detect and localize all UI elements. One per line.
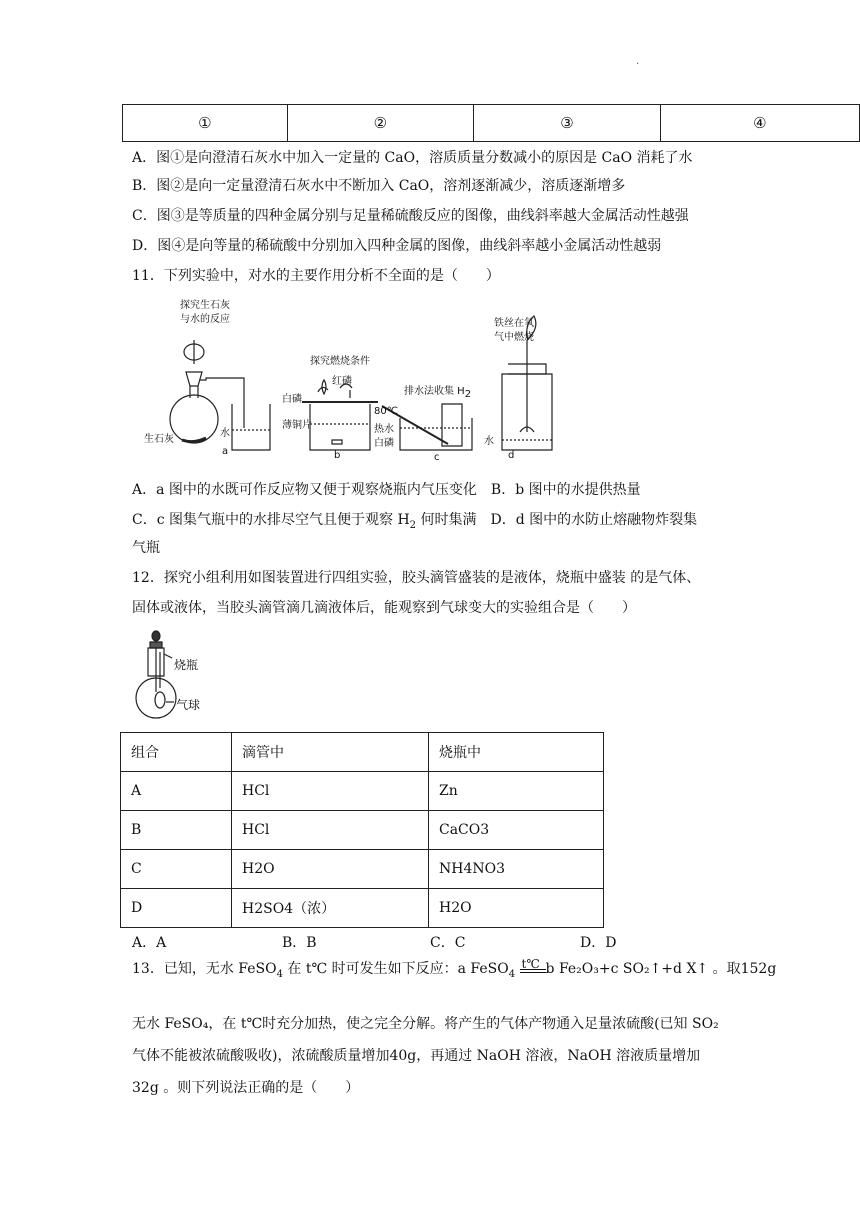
q10-option-c: C．图③是等质量的四种金属分别与足量稀硫酸反应的图像，曲线斜率越大金属活动性越强 xyxy=(132,208,689,224)
fig-b-label: b xyxy=(334,450,341,461)
fig-c-label: c xyxy=(434,452,440,463)
q11-options-line3: 气瓶 xyxy=(132,540,160,556)
fig-c-title-sub: 2 xyxy=(464,389,472,400)
table-cell: B xyxy=(121,811,232,850)
q12-stem-line2: 固体或液体，当胶头滴管滴几滴液体后，能观察到气球变大的实验组合是（ ） xyxy=(132,600,636,616)
figure-index-table xyxy=(122,104,860,142)
q11-opt-c-sub: 2 xyxy=(409,519,417,531)
q13-line1 xyxy=(132,958,776,980)
fig-b-red: 红磷 xyxy=(332,376,352,387)
q12-options-table xyxy=(120,732,604,928)
fig-b-copper: 薄铜片 xyxy=(282,420,312,431)
q10-option-b: B．图②是向一定量澄清石灰水中不断加入 CaO，溶剂逐渐减少，溶质逐渐增多 xyxy=(132,178,626,194)
fig-a-lime: 生石灰 xyxy=(144,434,174,445)
table-row xyxy=(121,811,604,850)
table-cell: H2O xyxy=(429,889,604,928)
table-cell: CaCO3 xyxy=(429,811,604,850)
q10-option-a: A．图①是向澄清石灰水中加入一定量的 CaO，溶质质量分数减小的原因是 CaO 消耗了水 xyxy=(132,150,693,166)
table-cell: HCl xyxy=(232,811,429,850)
fig-c-title xyxy=(404,382,471,400)
fig-cell-3: ③ xyxy=(474,105,661,142)
q13-sub-4b: 4 xyxy=(508,968,516,980)
table-cell: A xyxy=(121,772,232,811)
table-row xyxy=(121,772,604,811)
table-row xyxy=(121,850,604,889)
table-cell: C xyxy=(121,850,232,889)
table-cell: HCl xyxy=(232,772,429,811)
table-cell: H2O xyxy=(232,850,429,889)
fig-a-title-2: 与水的反应 xyxy=(180,314,230,325)
fig-b-white2: 白磷 xyxy=(374,438,394,449)
q11-stem: 11．下列实验中，对水的主要作用分析不全面的是（ ） xyxy=(132,268,500,284)
q12-answer-c: C．C xyxy=(430,935,466,951)
q10-option-d: D．图④是向等量的稀硫酸中分别加入四种金属的图像，曲线斜率越小金属活动性越弱 xyxy=(132,238,662,254)
fig-d-title-2: 气中燃烧 xyxy=(494,332,534,343)
q13-text-3: b Fe₂O₃+c SO₂↑+d X↑ 。取152g xyxy=(545,961,777,977)
table-header: 组合 xyxy=(121,733,232,772)
table-cell: NH4NO3 xyxy=(429,850,604,889)
fig-b-title: 探究燃烧条件 xyxy=(310,356,370,367)
table-row xyxy=(121,889,604,928)
q13-line4: 32g 。则下列说法正确的是（ ） xyxy=(132,1080,360,1096)
q13-sub-4a: 4 xyxy=(276,968,283,980)
fig-a-water: 水 xyxy=(220,428,230,439)
fig-c-title-text: 排水法收集 H xyxy=(404,386,465,397)
q12-stem-line1: 12．探究小组利用如图装置进行四组实验，胶头滴管盛装的是液体，烧瓶中盛装 的是气体、 xyxy=(132,570,701,586)
fig-b-hotwater: 热水 xyxy=(374,424,394,435)
table-cell: H2SO4（浓） xyxy=(232,889,429,928)
q13-line2: 无水 FeSO₄，在 t℃时充分加热，使之完全分解。将产生的气体产物通入足量浓硫酸(已知 SO₂ xyxy=(132,1016,719,1032)
fig-cell-1: ① xyxy=(123,105,288,142)
table-header-row xyxy=(121,733,604,772)
table-cell: Zn xyxy=(429,772,604,811)
fig-d-title-1: 铁丝在氧 xyxy=(494,318,534,329)
q13-text-2: 在 t℃ 时可发生如下反应：a FeSO xyxy=(282,961,509,977)
q11-figure xyxy=(142,294,562,466)
fig-d-water: 水 xyxy=(484,436,494,447)
q12-answer-d: D．D xyxy=(580,935,617,951)
fig-b-white: 白磷 xyxy=(282,394,302,405)
q12-flask-label: 烧瓶 xyxy=(174,658,199,672)
table-cell: D xyxy=(121,889,232,928)
fig-a-label: a xyxy=(222,446,229,457)
q12-answer-b: B．B xyxy=(282,935,317,951)
table-header: 烧瓶中 xyxy=(429,733,604,772)
q12-answer-a: A．A xyxy=(132,935,167,951)
q12-figure xyxy=(130,628,240,722)
fig-a-title-1: 探究生石灰 xyxy=(180,300,230,311)
q11-opt-d-text: 何时集满 D．d 图中的水防止熔融物炸裂集 xyxy=(416,512,698,528)
reaction-condition-text: t℃ xyxy=(521,957,540,971)
q11-opt-c-text: C．c 图集气瓶中的水排尽空气且便于观察 H xyxy=(132,512,410,528)
q11-options-line2 xyxy=(132,510,697,536)
q13-line3: 气体不能被浓硫酸吸收)，浓硫酸质量增加40g，再通过 NaOH 溶液，NaOH 溶液质量增加 xyxy=(132,1048,701,1064)
q12-balloon-label: 气球 xyxy=(176,698,201,712)
q11-options-line1: A．a 图中的水既可作反应物又便于观察烧瓶内气压变化 B．b 图中的水提供热量 xyxy=(132,482,641,498)
table-header: 滴管中 xyxy=(232,733,429,772)
fig-b-temp: 80℃ xyxy=(374,406,398,417)
fig-cell-4: ④ xyxy=(660,105,859,142)
fig-cell-2: ② xyxy=(287,105,474,142)
header-dot: . xyxy=(636,56,640,67)
q13-text-1: 13．已知，无水 FeSO xyxy=(132,961,277,977)
fig-d-label: d xyxy=(508,450,515,461)
